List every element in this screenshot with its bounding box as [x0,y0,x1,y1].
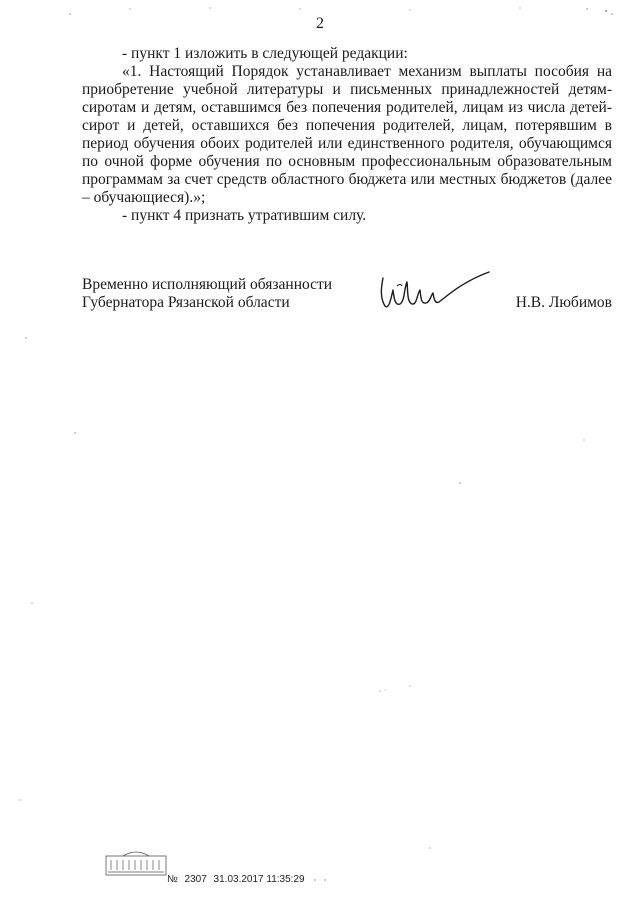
registration-mark: № [167,874,178,885]
document-body [82,45,612,225]
signatory-name: Н.В. Любимов [515,294,612,311]
registration-footer [105,850,365,885]
signatory-title-line-2: Губернатора Рязанской области [82,294,290,311]
signatory-title [82,276,332,312]
amendment-item-4: - пункт 4 признать утратившим силу. [122,207,367,224]
signatory-title-line-1: Временно исполняющий обязанности [82,276,333,293]
signature-block [82,276,612,316]
page-number: 2 [316,15,324,32]
amendment-new-text: «1. Настоящий Порядок устанавливает механизм выплаты пособия на приобретение учебной литературы и письменных принадлежностей детям-сиротам и детям, оставшимся без попечения родителей, лицам из числа детей-сирот и детей, оставшихся без попечения родителей, лицам, потерявшим в период обучения обоих родителей или единственного родителя, обучающимся по очной форме обучения по основным профессиональным образовательным программам за счет средств областного бюджета или местных бюджетов (далее – обучающиеся).»; [82,63,612,206]
registration-number: 2307 [184,874,207,885]
registration-datetime: 31.03.2017 11:35:29 [213,874,305,885]
handwritten-signature [377,268,497,314]
amendment-item-1: - пункт 1 изложить в следующей редакции: [122,45,408,62]
registration-record [167,874,309,885]
registry-stamp-icon [105,850,167,876]
